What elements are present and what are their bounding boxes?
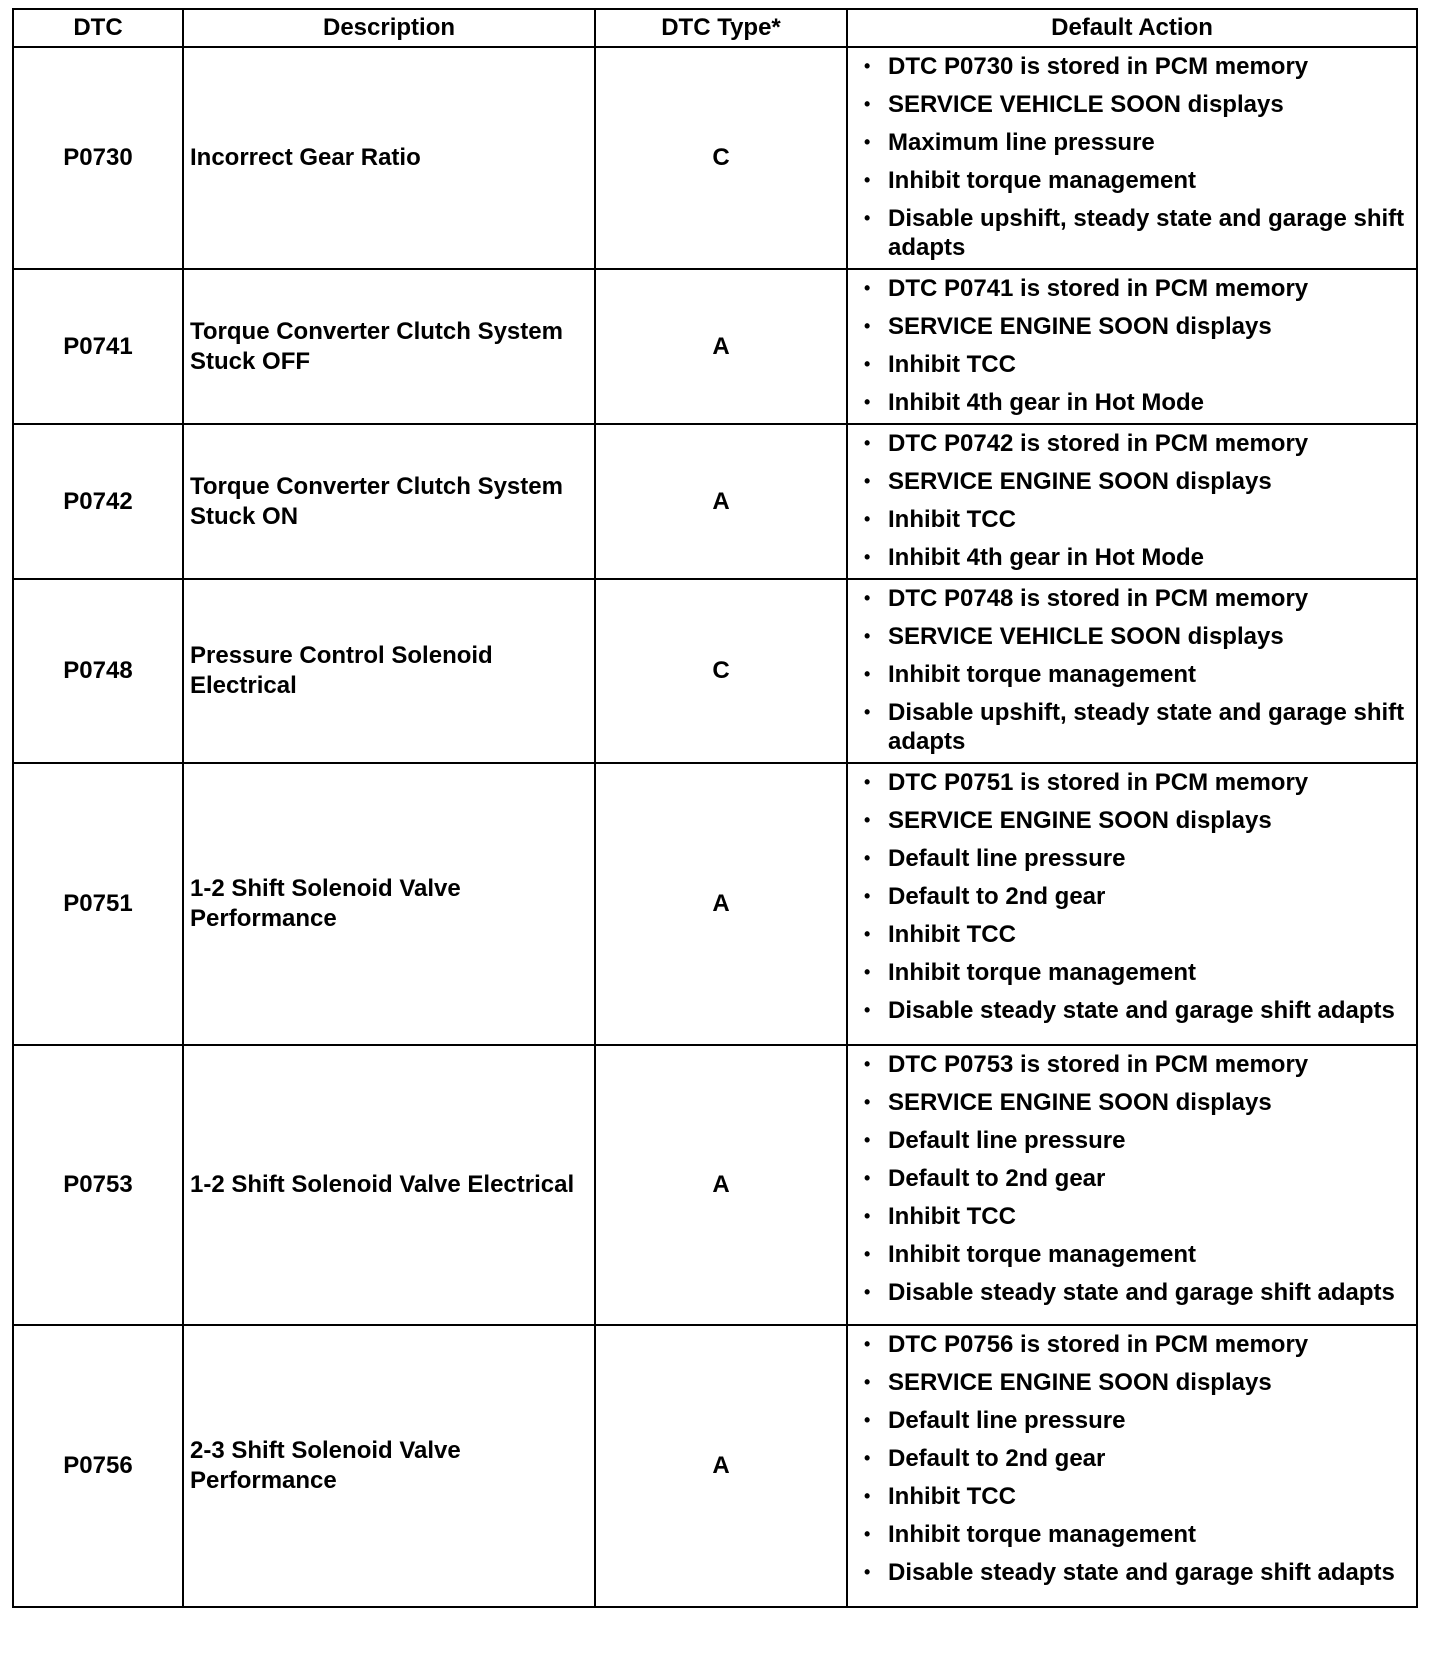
- bullet-icon: •: [864, 1524, 871, 1544]
- dtc-description: 2-3 Shift Solenoid Valve Performance: [183, 1325, 595, 1607]
- action-text: DTC P0753 is stored in PCM memory: [888, 1051, 1309, 1078]
- dtc-description: Incorrect Gear Ratio: [183, 47, 595, 269]
- action-text: Inhibit torque management: [888, 661, 1197, 688]
- action-text: Inhibit 4th gear in Hot Mode: [888, 544, 1204, 571]
- default-action-list: [858, 429, 1408, 572]
- action-text: SERVICE ENGINE SOON displays: [888, 468, 1272, 495]
- list-item: [858, 1164, 1408, 1193]
- list-item: [858, 467, 1408, 496]
- dtc-description: Torque Converter Clutch System Stuck ON: [183, 424, 595, 579]
- default-action-list: [858, 768, 1408, 1025]
- bullet-icon: •: [864, 1282, 871, 1302]
- bullet-icon: •: [864, 1168, 871, 1188]
- table-row: [13, 47, 1417, 269]
- list-item: [858, 1330, 1408, 1359]
- action-text: Inhibit TCC: [888, 921, 1016, 948]
- list-item: [858, 844, 1408, 873]
- bullet-icon: •: [864, 170, 871, 190]
- dtc-type: C: [595, 579, 847, 763]
- bullet-icon: •: [864, 664, 871, 684]
- bullet-icon: •: [864, 1410, 871, 1430]
- bullet-icon: •: [864, 924, 871, 944]
- list-item: [858, 429, 1408, 458]
- header-dtc-type: DTC Type*: [595, 9, 847, 47]
- table-row: [13, 269, 1417, 424]
- bullet-icon: •: [864, 1054, 871, 1074]
- dtc-table: [12, 8, 1418, 1608]
- bullet-icon: •: [864, 886, 871, 906]
- bullet-icon: •: [864, 208, 871, 228]
- header-row: [13, 9, 1417, 47]
- list-item: [858, 1126, 1408, 1155]
- action-text: Inhibit TCC: [888, 351, 1016, 378]
- bullet-icon: •: [864, 392, 871, 412]
- list-item: [858, 660, 1408, 689]
- action-text: Inhibit TCC: [888, 1203, 1016, 1230]
- action-text: SERVICE VEHICLE SOON displays: [888, 623, 1284, 650]
- list-item: [858, 622, 1408, 651]
- list-item: [858, 882, 1408, 911]
- bullet-icon: •: [864, 772, 871, 792]
- bullet-icon: •: [864, 56, 871, 76]
- action-text: SERVICE ENGINE SOON displays: [888, 807, 1272, 834]
- bullet-icon: •: [864, 316, 871, 336]
- action-text: DTC P0742 is stored in PCM memory: [888, 430, 1309, 457]
- dtc-type: A: [595, 1045, 847, 1325]
- bullet-icon: •: [864, 962, 871, 982]
- default-action-list: [858, 1050, 1408, 1307]
- dtc-code: P0741: [13, 269, 183, 424]
- action-text: Maximum line pressure: [888, 129, 1155, 156]
- dtc-description: Torque Converter Clutch System Stuck OFF: [183, 269, 595, 424]
- action-text: SERVICE ENGINE SOON displays: [888, 313, 1272, 340]
- list-item: [858, 1368, 1408, 1397]
- action-text: Disable upshift, steady state and garage shift adapts: [888, 699, 1405, 755]
- action-text: Default to 2nd gear: [888, 883, 1106, 910]
- action-text: Default to 2nd gear: [888, 1445, 1106, 1472]
- bullet-icon: •: [864, 1562, 871, 1582]
- list-item: [858, 806, 1408, 835]
- action-text: Disable steady state and garage shift adapts: [888, 1559, 1395, 1586]
- dtc-code: P0753: [13, 1045, 183, 1325]
- list-item: [858, 958, 1408, 987]
- dtc-type: A: [595, 269, 847, 424]
- action-text: Inhibit torque management: [888, 1241, 1197, 1268]
- default-action-list: [858, 584, 1408, 756]
- dtc-description: 1-2 Shift Solenoid Valve Electrical: [183, 1045, 595, 1325]
- default-action-cell: [847, 763, 1417, 1045]
- list-item: [858, 388, 1408, 417]
- bullet-icon: •: [864, 547, 871, 567]
- action-text: Disable steady state and garage shift adapts: [888, 1279, 1395, 1306]
- bullet-icon: •: [864, 94, 871, 114]
- bullet-icon: •: [864, 1372, 871, 1392]
- dtc-code: P0751: [13, 763, 183, 1045]
- bullet-icon: •: [864, 1486, 871, 1506]
- action-text: Disable steady state and garage shift adapts: [888, 997, 1395, 1024]
- bullet-icon: •: [864, 509, 871, 529]
- list-item: [858, 1088, 1408, 1117]
- list-item: [858, 1558, 1408, 1587]
- header-description: Description: [183, 9, 595, 47]
- list-item: [858, 920, 1408, 949]
- list-item: [858, 768, 1408, 797]
- bullet-icon: •: [864, 702, 871, 722]
- header-default-action: Default Action: [847, 9, 1417, 47]
- bullet-icon: •: [864, 1206, 871, 1226]
- bullet-icon: •: [864, 588, 871, 608]
- list-item: [858, 1406, 1408, 1435]
- action-text: DTC P0751 is stored in PCM memory: [888, 769, 1309, 796]
- bullet-icon: •: [864, 810, 871, 830]
- list-item: [858, 543, 1408, 572]
- dtc-description: Pressure Control Solenoid Electrical: [183, 579, 595, 763]
- list-item: [858, 52, 1408, 81]
- list-item: [858, 1050, 1408, 1079]
- list-item: [858, 1202, 1408, 1231]
- action-text: Inhibit TCC: [888, 1483, 1016, 1510]
- dtc-type: A: [595, 763, 847, 1045]
- default-action-cell: [847, 1325, 1417, 1607]
- dtc-code: P0742: [13, 424, 183, 579]
- action-text: DTC P0730 is stored in PCM memory: [888, 53, 1309, 80]
- action-text: Default line pressure: [888, 1127, 1126, 1154]
- action-text: Disable upshift, steady state and garage shift adapts: [888, 205, 1405, 261]
- action-text: DTC P0756 is stored in PCM memory: [888, 1331, 1309, 1358]
- bullet-icon: •: [864, 1334, 871, 1354]
- dtc-code: P0748: [13, 579, 183, 763]
- dtc-code: P0756: [13, 1325, 183, 1607]
- action-text: SERVICE VEHICLE SOON displays: [888, 91, 1284, 118]
- action-text: Inhibit TCC: [888, 506, 1016, 533]
- list-item: [858, 312, 1408, 341]
- bullet-icon: •: [864, 1092, 871, 1112]
- table-row: [13, 579, 1417, 763]
- action-text: DTC P0741 is stored in PCM memory: [888, 275, 1309, 302]
- list-item: [858, 274, 1408, 303]
- default-action-cell: [847, 47, 1417, 269]
- action-text: Default line pressure: [888, 1407, 1126, 1434]
- dtc-type: A: [595, 424, 847, 579]
- list-item: [858, 128, 1408, 157]
- list-item: [858, 166, 1408, 195]
- table-row: [13, 763, 1417, 1045]
- bullet-icon: •: [864, 626, 871, 646]
- bullet-icon: •: [864, 1000, 871, 1020]
- action-text: Inhibit torque management: [888, 1521, 1197, 1548]
- list-item: [858, 1444, 1408, 1473]
- action-text: DTC P0748 is stored in PCM memory: [888, 585, 1309, 612]
- table-row: [13, 1045, 1417, 1325]
- default-action-cell: [847, 579, 1417, 763]
- default-action-list: [858, 274, 1408, 417]
- table-row: [13, 424, 1417, 579]
- bullet-icon: •: [864, 132, 871, 152]
- list-item: [858, 350, 1408, 379]
- bullet-icon: •: [864, 471, 871, 491]
- bullet-icon: •: [864, 1130, 871, 1150]
- bullet-icon: •: [864, 433, 871, 453]
- list-item: [858, 584, 1408, 613]
- action-text: Default to 2nd gear: [888, 1165, 1106, 1192]
- action-text: Inhibit torque management: [888, 959, 1197, 986]
- table-body: [13, 47, 1417, 1607]
- list-item: [858, 996, 1408, 1025]
- action-text: Inhibit 4th gear in Hot Mode: [888, 389, 1204, 416]
- list-item: [858, 204, 1408, 262]
- list-item: [858, 90, 1408, 119]
- bullet-icon: •: [864, 278, 871, 298]
- list-item: [858, 1240, 1408, 1269]
- list-item: [858, 1278, 1408, 1307]
- default-action-cell: [847, 424, 1417, 579]
- table-row: [13, 1325, 1417, 1607]
- dtc-type: C: [595, 47, 847, 269]
- bullet-icon: •: [864, 354, 871, 374]
- list-item: [858, 1520, 1408, 1549]
- default-action-list: [858, 1330, 1408, 1587]
- bullet-icon: •: [864, 848, 871, 868]
- header-dtc: DTC: [13, 9, 183, 47]
- action-text: Default line pressure: [888, 845, 1126, 872]
- action-text: Inhibit torque management: [888, 167, 1197, 194]
- list-item: [858, 505, 1408, 534]
- default-action-cell: [847, 1045, 1417, 1325]
- default-action-list: [858, 52, 1408, 262]
- action-text: SERVICE ENGINE SOON displays: [888, 1369, 1272, 1396]
- list-item: [858, 698, 1408, 756]
- default-action-cell: [847, 269, 1417, 424]
- bullet-icon: •: [864, 1448, 871, 1468]
- dtc-type: A: [595, 1325, 847, 1607]
- action-text: SERVICE ENGINE SOON displays: [888, 1089, 1272, 1116]
- dtc-description: 1-2 Shift Solenoid Valve Performance: [183, 763, 595, 1045]
- list-item: [858, 1482, 1408, 1511]
- bullet-icon: •: [864, 1244, 871, 1264]
- dtc-code: P0730: [13, 47, 183, 269]
